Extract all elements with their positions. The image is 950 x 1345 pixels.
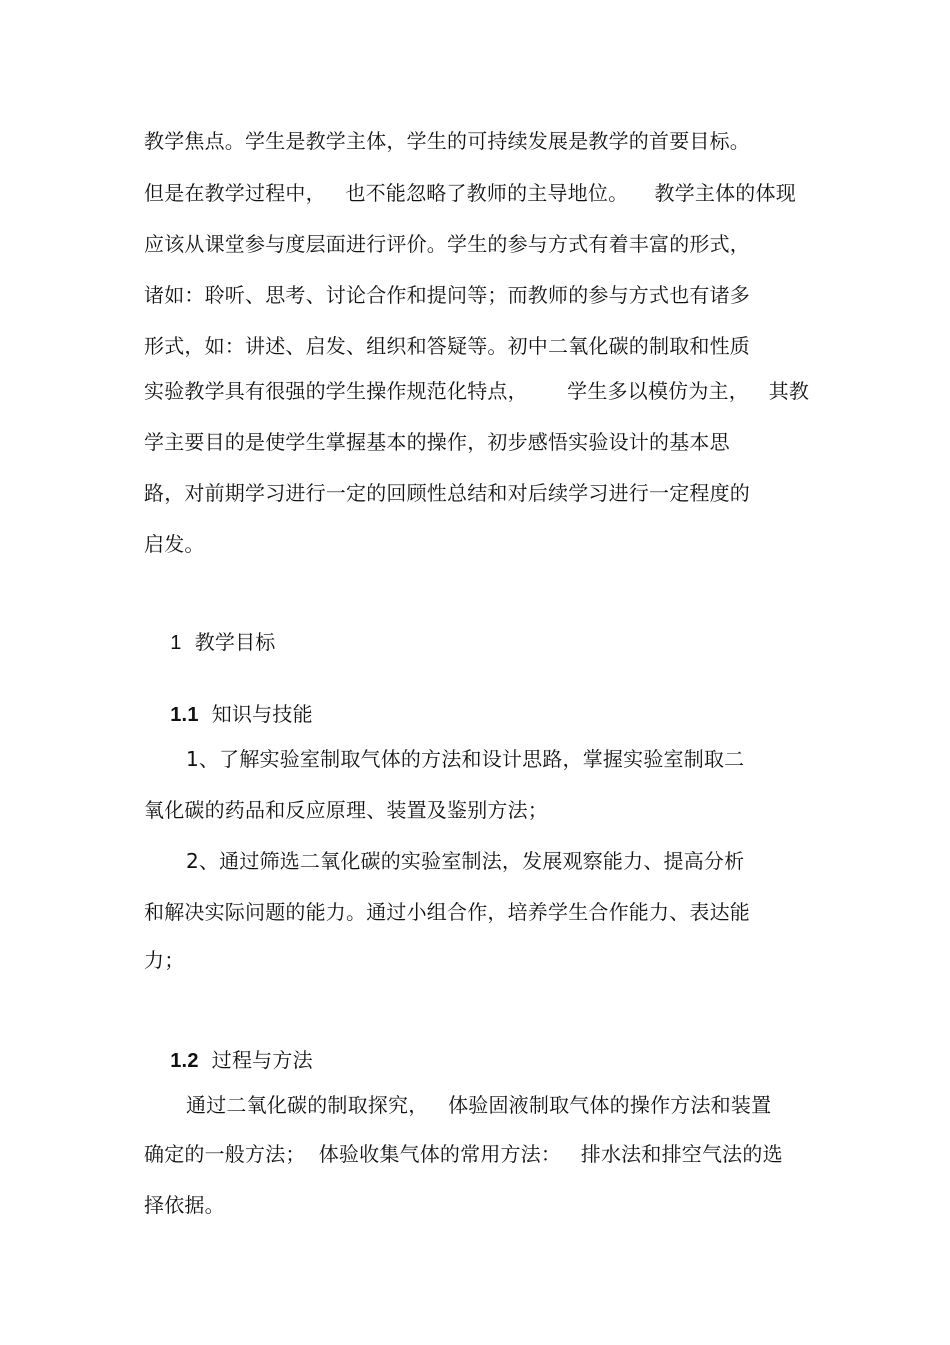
subsection-number: 1.1 bbox=[170, 704, 199, 726]
paragraph-line: 择依据。 bbox=[144, 1193, 225, 1217]
paragraph-line: 启发。 bbox=[144, 532, 205, 556]
paragraph-line: 教学焦点。学生是教学主体，学生的可持续发展是教学的首要目标。 bbox=[144, 129, 750, 153]
section-title: 教学目标 bbox=[194, 630, 276, 654]
list-item-line: 和解决实际问题的能力。通过小组合作，培养学生合作能力、表达能 bbox=[144, 900, 750, 924]
paragraph-line: 形式，如：讲述、启发、组织和答疑等。初中二氧化碳的制取和性质 bbox=[144, 334, 750, 358]
subsection-heading bbox=[144, 675, 313, 754]
subsection-title: 知识与技能 bbox=[211, 702, 313, 726]
paragraph-line: 通过二氧化碳的制取探究， 体验固液制取气体的操作方法和装置 bbox=[186, 1093, 772, 1117]
list-item-line: 氧化碳的药品和反应原理、装置及鉴别方法； bbox=[144, 798, 548, 822]
paragraph-line: 学主要目的是使学生掌握基本的操作，初步感悟实验设计的基本思 bbox=[144, 430, 730, 454]
subsection-heading bbox=[144, 1021, 313, 1100]
subsection-title: 过程与方法 bbox=[211, 1048, 313, 1072]
paragraph-line: 诸如：聆听、思考、讨论合作和提问等；而教师的参与方式也有诸多 bbox=[144, 283, 750, 307]
paragraph-line: 确定的一般方法； 体验收集气体的常用方法： 排水法和排空气法的选 bbox=[144, 1142, 783, 1166]
section-number: 1 bbox=[170, 632, 182, 654]
list-item-line: 2、通过筛选二氧化碳的实验室制法，发展观察能力、提高分析 bbox=[186, 849, 745, 873]
paragraph-line: 但是在教学过程中， 也不能忽略了教师的主导地位。 教学主体的体现 bbox=[144, 181, 796, 205]
paragraph-line: 实验教学具有很强的学生操作规范化特点， 学生多以模仿为主， 其教 bbox=[144, 379, 810, 403]
paragraph-line: 应该从课堂参与度层面进行评价。学生的参与方式有着丰富的形式， bbox=[144, 232, 750, 256]
subsection-number: 1.2 bbox=[170, 1050, 199, 1072]
list-item-line: 1、了解实验室制取气体的方法和设计思路，掌握实验室制取二 bbox=[186, 747, 745, 771]
list-item-line: 力； bbox=[144, 948, 185, 972]
section-heading bbox=[144, 603, 276, 682]
paragraph-line: 路，对前期学习进行一定的回顾性总结和对后续学习进行一定程度的 bbox=[144, 481, 750, 505]
